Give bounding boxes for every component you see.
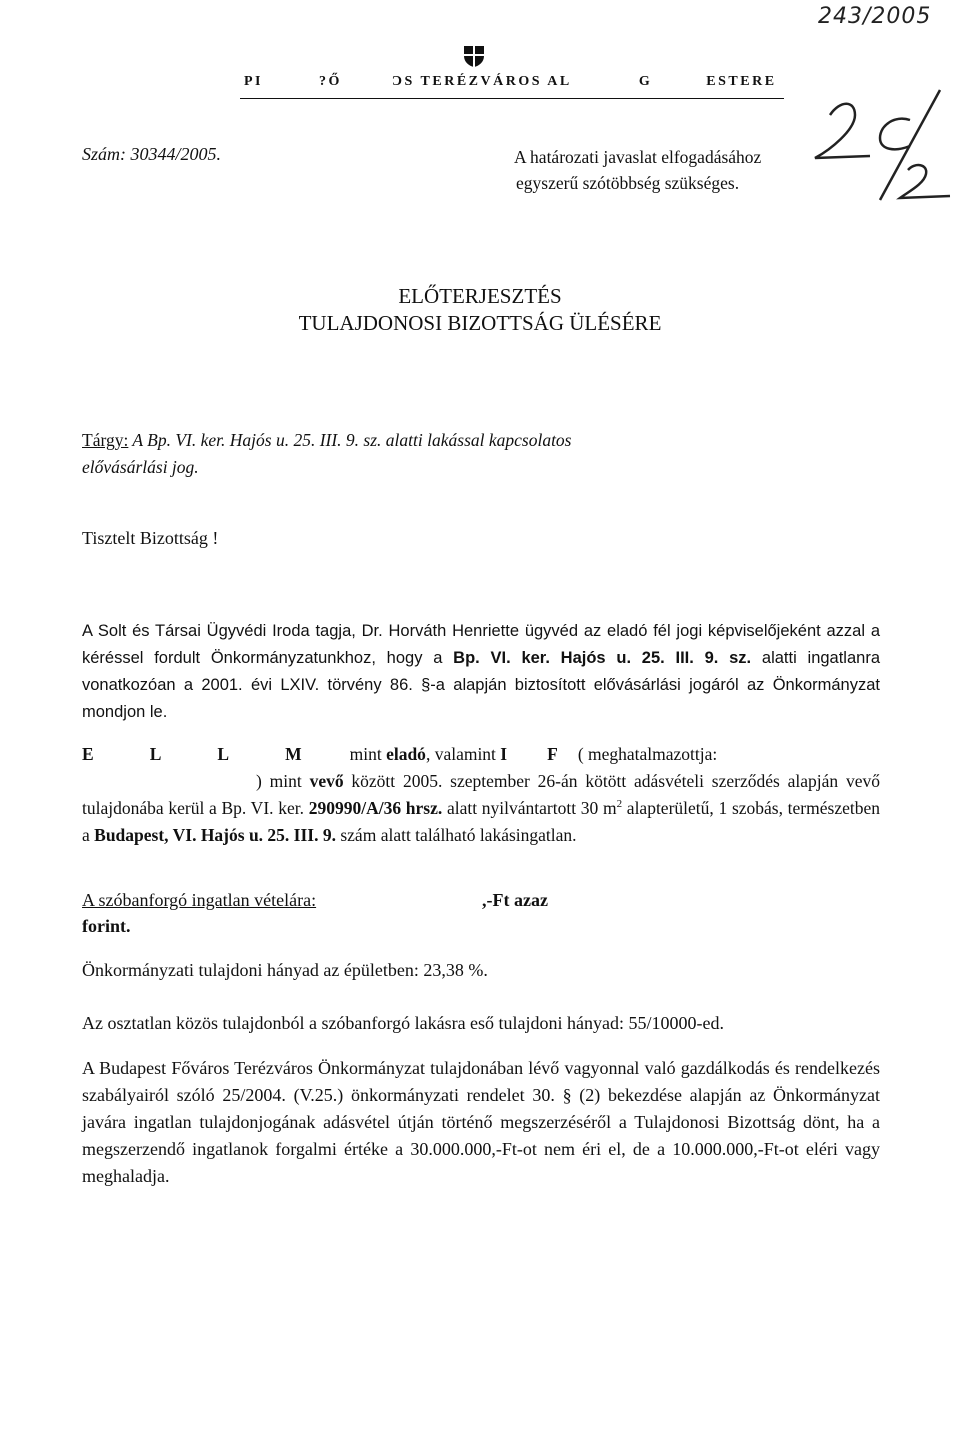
title-line: TULAJDONOSI BIZOTTSÁG ÜLÉSÉRE: [298, 311, 662, 335]
subject-text: A Bp. VI. ker. Hajós u. 25. III. 9. sz. alatti lakással kapcsolatos: [128, 430, 572, 450]
letterhead-part: PI: [244, 74, 263, 89]
letterhead-part: ?Ő: [319, 74, 342, 89]
text-run: , valamint: [425, 744, 501, 764]
redacted-initial: I: [500, 744, 508, 764]
handwritten-reference: 243/2005: [818, 4, 932, 29]
paragraph-request: [82, 618, 880, 726]
approval-note-line: A határozati javaslat elfogadásához: [514, 147, 762, 167]
letterhead-part: G: [638, 74, 653, 89]
parcel-number: 290990/A/36 hrsz.: [308, 798, 443, 818]
redacted-initial: L: [217, 744, 230, 764]
letterhead-part: ƆS TERÉZVÁROS AL: [391, 74, 571, 89]
subject: [82, 427, 880, 481]
text-run: között 2005. szeptember 26-án kötött adásvételi szerződés alapján vevő tulajdonába kerül a Bp. VI. ker.: [82, 771, 880, 818]
subject-label: Tárgy:: [82, 430, 129, 450]
text-run: mint: [349, 744, 387, 764]
coat-of-arms-icon: [462, 44, 486, 73]
text-run: alapterületű, 1 szobás, természetben a: [82, 798, 880, 845]
letterhead-rule: [240, 98, 784, 99]
text-run: A Solt és Társai Ügyvédi Iroda tagja, Dr. Horváth Henriette ügyvéd az eladó fél jogi képviselőjeként azzal a kéréssel fordult Önkormányzatunkhoz, hogy a: [82, 622, 880, 667]
price-label: [82, 890, 316, 911]
redacted-initial: L: [149, 744, 162, 764]
seller-bold: eladó: [386, 744, 426, 764]
title-line: ELŐTERJESZTÉS: [398, 284, 562, 308]
letterhead-part: ESTERE: [706, 74, 777, 89]
municipal-share: Önkormányzati tulajdoni hányad az épületben: 23,38 %.: [82, 960, 488, 980]
text-run: alatt nyilvántartott 30 m: [442, 798, 617, 818]
letterhead: [244, 74, 784, 90]
text-run: ) mint: [256, 771, 310, 791]
buyer-bold: vevő: [309, 771, 344, 791]
text-run: szám alatt található lakásingatlan.: [335, 825, 577, 845]
paragraph-regulation: A Budapest Főváros Terézváros Önkormányzat tulajdonában lévő vagyonnal való gazdálkodás és rendelkezés szabályairól szóló 25/2004. (V.25.) önkormányzati rendelet 30. § (2) bekezdése alapján az Önkormányzat javára ingatlan tulajdonjogának adásvétel útján történő megszerzéséről a Tulajdonosi Bizottság dönt, ha a megszerzendő ingatlanok forgalmi értéke a 30.000.000,-Ft-ot nem éri el, de a 10.000.000,-Ft-ot eléri vagy meghaladja.: [82, 1058, 880, 1186]
approval-note: [514, 144, 761, 196]
joint-ownership-share: Az osztatlan közös tulajdonból a szóbanforgó lakásra eső tulajdoni hányad: 55/10000-ed.: [82, 1013, 725, 1033]
document-title: [0, 284, 960, 336]
address-bold: Budapest, VI. Hajós u. 25. III. 9.: [94, 825, 336, 845]
reference-number: Szám: 30344/2005.: [82, 144, 221, 164]
price-value: ,-Ft azaz: [482, 890, 548, 910]
approval-note-line: egyszerű szótöbbség szükséges.: [516, 173, 740, 193]
redacted-initial: M: [285, 744, 302, 764]
redacted-initial: E: [82, 744, 94, 764]
price-label-text: A szóbanforgó ingatlan vételára:: [82, 890, 317, 910]
handwritten-mark: [800, 70, 960, 215]
paragraph-contract: [82, 741, 880, 849]
redacted-initial: F: [547, 744, 558, 764]
text-run: ( meghatalmazottja:: [577, 744, 718, 764]
address-bold: Bp. VI. ker. Hajós u. 25. III. 9. sz.: [453, 649, 752, 667]
superscript: 2: [616, 798, 623, 811]
price-forint: forint.: [82, 916, 131, 936]
text-run: alatti ingatlanra vonatkozóan a 2001. évi LXIV. törvény 86. §-a alapján biztosított elővásárlási jogáról az Önkormányzat mondjon le.: [82, 649, 880, 721]
salutation: Tisztelt Bizottság !: [82, 528, 219, 548]
subject-text: elővásárlási jog.: [82, 457, 199, 477]
